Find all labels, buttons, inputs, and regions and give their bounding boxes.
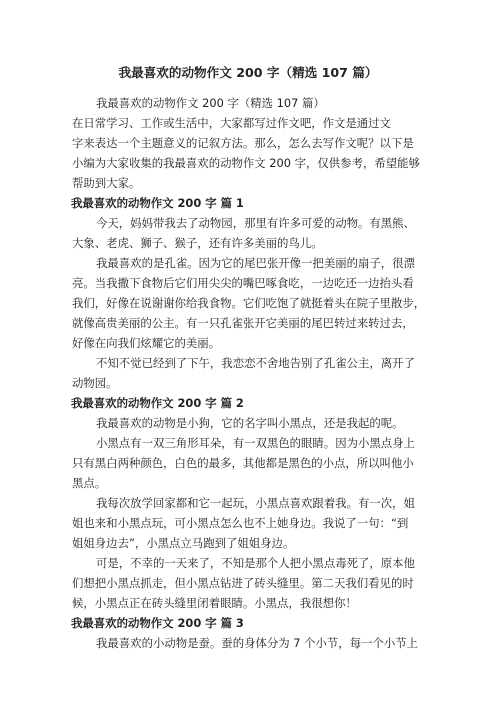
paragraph-line: 我每次放学回家都和它一起玩，小黑点喜欢跟着我。有一次，姐 [96,496,415,510]
section-heading: 我最喜欢的动物作文 200 字 篇 2 [71,396,244,410]
paragraph-line: 我最喜欢的动物是小狗，它的名字叫小黑点，还是我起的呢。 [96,416,404,430]
document-title: 我最喜欢的动物作文 200 字（精选 107 篇） [118,65,378,80]
paragraph-line: 今天，妈妈带我去了动物园，那里有许多可爱的动物。有黑熊、 [96,216,415,230]
paragraph-line: 们想把小黑点抓走，但小黑点钻进了砖头缝里。第二天我们看见的时 [72,576,414,590]
paragraph-line: 好像在向我们炫耀它的美丽。 [72,336,221,350]
intro-line: 在日常学习、工作或生活中，大家都写过作文吧，作文是通过文 [72,116,391,130]
intro-line: 我最喜欢的动物作文 200 字（精选 107 篇） [96,96,325,110]
paragraph-line: 可是，不幸的一天来了，不知是那个人把小黑点毒死了，原本他 [96,556,415,570]
paragraph-line: 姐姐身边去”，小黑点立马跑到了姐姐身边。 [72,536,295,550]
paragraph-line: 就像高贵美丽的公主。有一只孔雀张开它美丽的尾巴转过来转过去， [72,316,414,330]
paragraph-line: 黑点。 [72,476,107,490]
section-heading: 我最喜欢的动物作文 200 字 篇 1 [71,196,244,210]
paragraph-line: 亮。当我撒下食物后它们用尖尖的嘴巴啄食吃，一边吃还一边抬头看 [72,276,414,290]
intro-line: 小编为大家收集的我最喜欢的动物作文 200 字，仅供参考，希望能够 [72,156,420,170]
paragraph-line: 我最喜欢的小动物是蚕。蚕的身体分为 7 个小节，每一个小节上 [96,636,419,650]
paragraph-line: 我最喜欢的是孔雀。因为它的尾巴张开像一把美丽的扇子，很漂 [96,256,415,270]
paragraph-line: 姐也来和小黑点玩，可小黑点怎么也不上她身边。我说了一句：“到 [72,516,409,530]
intro-line: 帮助到大家。 [72,176,141,190]
paragraph-line: 只有黑白两种颜色，白色的最多，其他都是黑色的小点，所以叫他小 [72,456,414,470]
paragraph-line: 大象、老虎、狮子、猴子，还有许多美丽的鸟儿。 [72,236,323,250]
paragraph-line: 我们，好像在说谢谢你给我食物。它们吃饱了就挺着头在院子里散步， [72,296,426,310]
paragraph-line: 候，小黑点正在砖头缝里闭着眼睛。小黑点，我很想你！ [72,596,357,610]
intro-line: 字来表达一个主题意义的记叙方法。那么，怎么去写作文呢？以下是 [72,136,414,150]
paragraph-line: 动物园。 [72,376,118,390]
paragraph-line: 不知不觉已经到了下午，我恋恋不舍地告别了孔雀公主，离开了 [96,356,415,370]
paragraph-line: 小黑点有一双三角形耳朵，有一双黑色的眼睛。因为小黑点身上 [96,436,415,450]
section-heading: 我最喜欢的动物作文 200 字 篇 3 [71,616,244,630]
